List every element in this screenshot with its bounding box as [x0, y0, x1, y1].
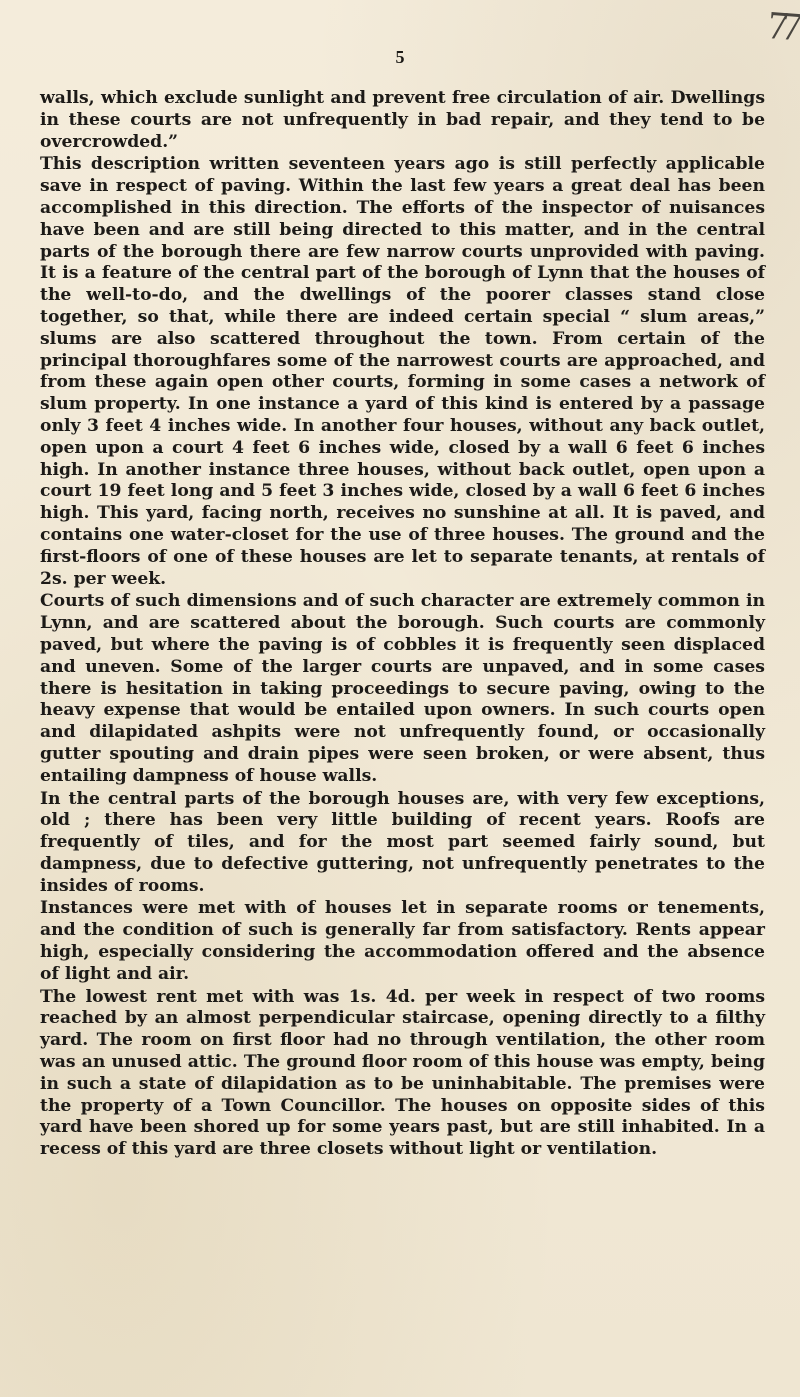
corner-folio-mark: 77: [766, 2, 798, 49]
paragraph: Instances were met with of houses let in separate rooms or tenements, and the condition of such is generally far from satisfactory. Rents appear high, especially considering the accommodation offered and the absence of light and air.: [40, 898, 765, 984]
paragraph: Courts of such dimensions and of such character are extremely common in Lynn, and are scattered about the borough. Such courts are commonly paved, but where the paving is of cobbles it is frequently seen displaced and uneven. Some of the larger courts are unpaved, and in some cases there is hesitation in taking proceedings to secure paving, owing to the heavy expense that would be entailed upon owners. In such courts open and dilapidated ashpits were not unfrequently found, or occasionally gutter spouting and drain pipes were seen broken, or were absent, thus entailing dampness of house walls.: [40, 591, 765, 786]
body-text: [40, 88, 765, 1161]
paragraph: walls, which exclude sunlight and prevent free circulation of air. Dwellings in these courts are not unfrequently in bad repair, and they tend to be overcrowded.”: [40, 88, 765, 152]
paragraph: In the central parts of the borough houses are, with very few exceptions, old ; there has been very little building of recent years. Roofs are frequently of tiles, and for the most part seemed fairly sound, but dampness, due to defective guttering, not unfrequently penetrates to the insides of rooms.: [40, 788, 765, 896]
paragraph: This description written seventeen years ago is still perfectly applicable save in respect of paving. Within the last few years a great deal has been accomplished in this direction. The efforts of the inspector of nuisances have been and are still being directed to this matter, and in the central parts of the borough there are few narrow courts unprovided with paving. It is a feature of the central part of the borough of Lynn that the houses of the well-to-do, and the dwellings of the poorer classes stand close together, so that, while there are indeed certain special “ slum areas,” slums are also scattered throughout the town. From certain of the principal thoroughfares some of the narrowest courts are approached, and from these again open other courts, forming in some cases a network of slum property. In one instance a yard of this kind is entered by a passage only 3 feet 4 inches wide. In another four houses, without any back outlet, open upon a court 4 feet 6 inches wide, closed by a wall 6 feet 6 inches high. In another instance three houses, without back outlet, open upon a court 19 feet long and 5 feet 3 inches wide, closed by a wall 6 feet 6 inches high. This yard, facing north, receives no sunshine at all. It is paved, and contains one water-closet for the use of three houses. The ground and the first-floors of one of these houses are let to separate tenants, at rentals of 2s. per week.: [40, 154, 765, 589]
paragraph: The lowest rent met with was 1s. 4d. per week in respect of two rooms reached by an almost perpendicular staircase, opening directly to a filthy yard. The room on first floor had no through ventilation, the other room was an unused attic. The ground floor room of this house was empty, being in such a state of dilapidation as to be uninhabitable. The premises were the property of a Town Councillor. The houses on opposite sides of this yard have been shored up for some years past, but are still inhabited. In a recess of this yard are three closets without light or ventilation.: [40, 986, 765, 1160]
page-number: 5: [395, 47, 405, 67]
